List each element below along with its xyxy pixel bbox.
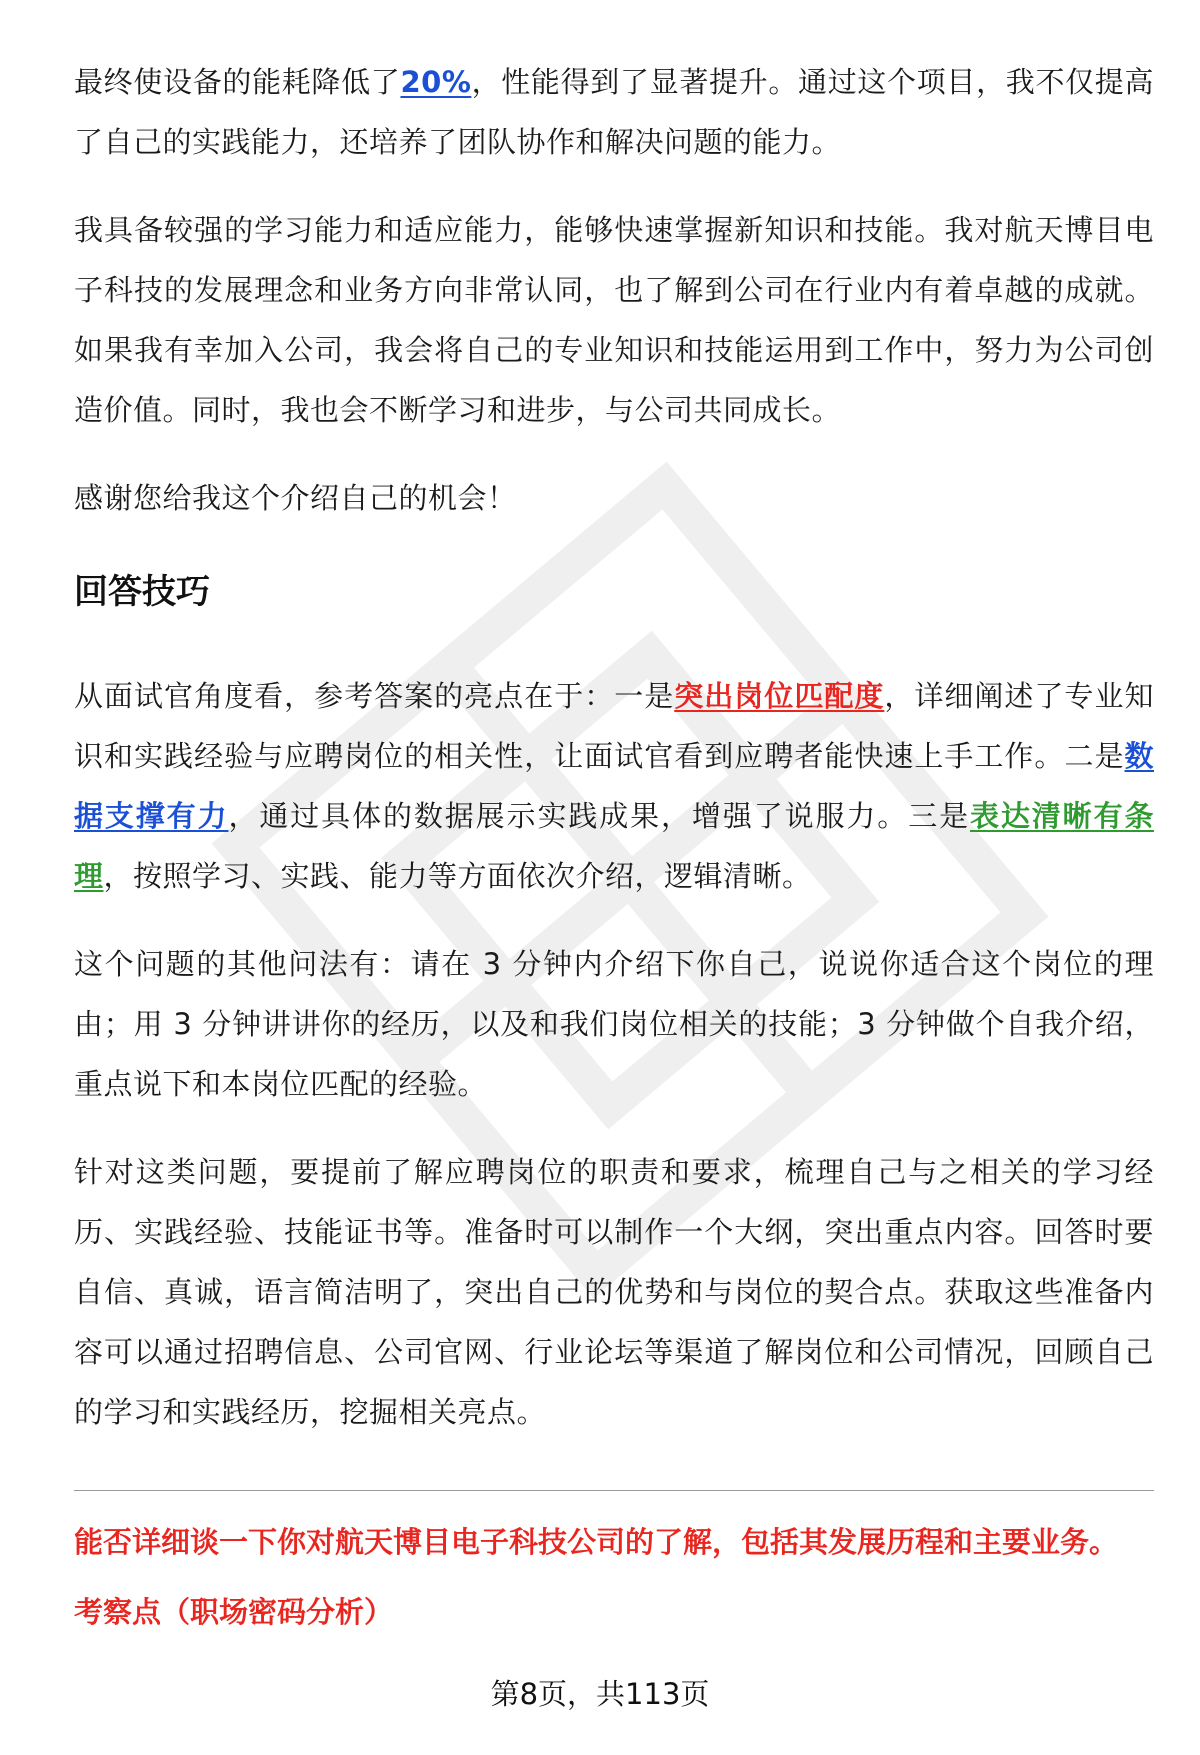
paragraph-alternative-questions: 这个问题的其他问法有：请在 3 分钟内介绍下你自己，说说你适合这个岗位的理由；用 3 分钟讲讲你的经历，以及和我们岗位相关的技能；3 分钟做个自我介绍，重点说下和本岗位匹配的经验。 [74, 947, 1154, 1101]
text: ，详细阐述了专业知识和实践经验与应聘岗位的相关性，让面试官看到应聘者能快速上手工作。二是 [74, 679, 1154, 773]
text: 从面试官角度看，参考答案的亮点在于：一是 [74, 679, 675, 713]
highlight-job-match: 突出岗位匹配度 [674, 679, 885, 713]
highlight-clear-expression: 表达清晰有条理 [74, 799, 1154, 893]
paragraph-thanks: 感谢您给我这个介绍自己的机会！ [74, 481, 517, 515]
highlight-data-support: 数据支撑有力 [74, 739, 1154, 833]
text: ，性能得到了显著提升。通过这个项目，我不仅提高了自己的实践能力，还培养了团队协作和解决问题的能力。 [74, 65, 1154, 159]
highlight-energy-reduction: 20% [400, 65, 472, 99]
paragraph-learning-ability: 我具备较强的学习能力和适应能力，能够快速掌握新知识和技能。我对航天博目电子科技的发展理念和业务方向非常认同，也了解到公司在行业内有着卓越的成就。如果我有幸加入公司，我会将自己的专业知识和技能运用到工作中，努力为公司创造价值。同时，我也会不断学习和进步，与公司共同成长。 [74, 213, 1154, 427]
next-question-title: 能否详细谈一下你对航天博目电子科技公司的了解，包括其发展历程和主要业务。 [74, 1525, 1119, 1559]
text: ，按照学习、实践、能力等方面依次介绍，逻辑清晰。 [103, 859, 812, 893]
paragraph-project-result [74, 52, 1154, 172]
next-question-subtitle: 考察点（职场密码分析） [74, 1595, 394, 1629]
paragraph-highlights [74, 666, 1154, 906]
text: ，通过具体的数据展示实践成果，增强了说服力。三是 [228, 799, 970, 833]
page-number: 第8页，共113页 [490, 1677, 710, 1711]
section-divider [74, 1490, 1154, 1491]
article-body [74, 52, 1154, 1470]
section-heading: 回答技巧 [74, 572, 210, 612]
paragraph-preparation-tips: 针对这类问题，要提前了解应聘岗位的职责和要求，梳理自己与之相关的学习经历、实践经验、技能证书等。准备时可以制作一个大纲，突出重点内容。回答时要自信、真诚，语言简洁明了，突出自己的优势和与岗位的契合点。获取这些准备内容可以通过招聘信息、公司官网、行业论坛等渠道了解岗位和公司情况，回顾自己的学习和实践经历，挖掘相关亮点。 [74, 1155, 1154, 1429]
text: 最终使设备的能耗降低了 [74, 65, 401, 99]
